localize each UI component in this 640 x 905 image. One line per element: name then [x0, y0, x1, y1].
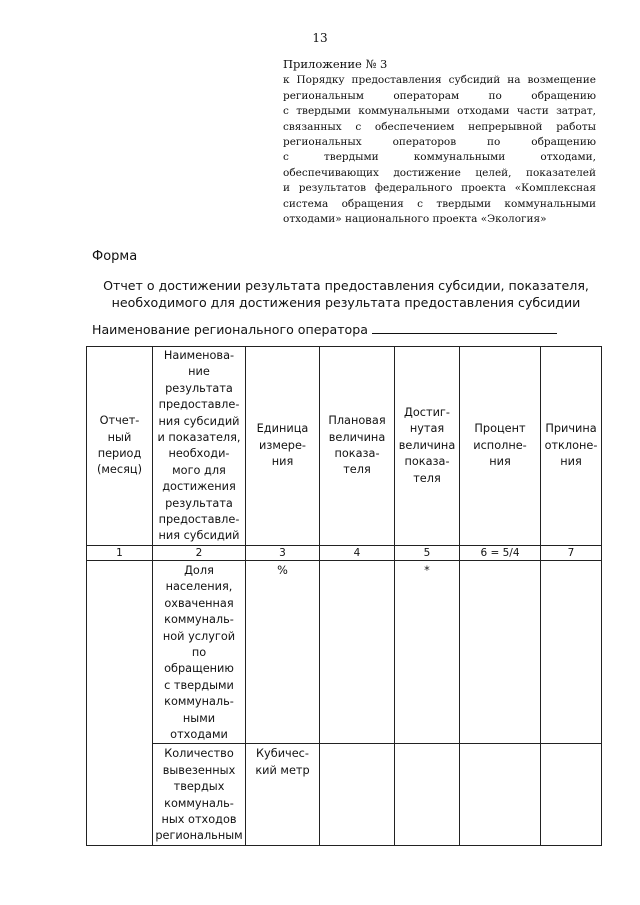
annex-line: к Порядку предоставления субсидий на возмещение	[283, 74, 596, 87]
table-row	[87, 560, 602, 743]
column-number: 2	[153, 545, 246, 560]
header-unit: Единица измере- ния	[246, 347, 320, 546]
header-deviation-reason: Причина отклоне- ния	[541, 347, 602, 546]
annex-block	[283, 57, 596, 227]
page-number: 13	[312, 31, 328, 45]
percent-cell	[460, 744, 541, 845]
table-row	[87, 744, 602, 845]
header-result-name: Наименова- ние результата предоставле- ния субсидий и показателя, необходи- мого для достижения результата предоставле- ния субсидий	[153, 347, 246, 546]
indicator-name-cell: Количество вывезенных твердых коммуналь- ных отходов региональным	[153, 744, 246, 845]
percent-cell	[460, 560, 541, 743]
column-number: 7	[541, 545, 602, 560]
annex-title: Приложение № 3	[283, 57, 388, 71]
annex-last-line: отходами» национального проекта «Экология»	[283, 213, 547, 226]
achieved-value-cell	[395, 744, 460, 845]
table-header-row	[87, 347, 602, 546]
report-table	[86, 346, 602, 846]
header-achieved-value: Достиг- нутая величина показа- теля	[395, 347, 460, 546]
operator-name-line	[92, 321, 557, 337]
achieved-value-cell: *	[395, 560, 460, 743]
operator-name-label: Наименование регионального оператора	[92, 322, 368, 337]
annex-line: обеспечивающих достижение целей, показателей	[283, 166, 596, 179]
annex-line: региональным операторам по обращению	[283, 89, 596, 102]
column-number: 4	[320, 545, 395, 560]
report-title	[92, 277, 600, 311]
indicator-name-cell: Доля населения, охваченная коммуналь- ной услугой по обращению с твердыми коммуналь- ными отходами	[153, 560, 246, 743]
header-period: Отчет- ный период (месяц)	[87, 347, 153, 546]
unit-cell: %	[246, 560, 320, 743]
planned-value-cell	[320, 560, 395, 743]
deviation-reason-cell	[541, 744, 602, 845]
table-number-row	[87, 545, 602, 560]
deviation-reason-cell	[541, 560, 602, 743]
header-percent: Процент исполне- ния	[460, 347, 541, 546]
column-number: 5	[395, 545, 460, 560]
operator-name-blank	[372, 321, 557, 334]
annex-line: с твердыми коммунальными отходами,	[283, 151, 596, 164]
report-title-line-2: необходимого для достижения результата предоставления субсидии	[111, 295, 581, 310]
period-cell	[87, 560, 153, 845]
column-number: 3	[246, 545, 320, 560]
planned-value-cell	[320, 744, 395, 845]
annex-line: и результатов федерального проекта «Комплексная	[283, 182, 596, 195]
annex-line: региональных операторов по обращению	[283, 136, 596, 149]
column-number: 1	[87, 545, 153, 560]
column-number: 6 = 5/4	[460, 545, 541, 560]
report-title-line-1: Отчет о достижении результата предоставления субсидии, показателя,	[103, 278, 589, 293]
unit-cell: Кубичес- кий метр	[246, 744, 320, 845]
annex-line: связанных с обеспечением непрерывной работы	[283, 120, 596, 133]
annex-line: система обращения с твердыми коммунальными	[283, 197, 596, 210]
header-planned-value: Плановая величина показа- теля	[320, 347, 395, 546]
annex-line: с твердыми коммунальными отходами части затрат,	[283, 105, 596, 118]
form-label: Форма	[92, 249, 138, 264]
